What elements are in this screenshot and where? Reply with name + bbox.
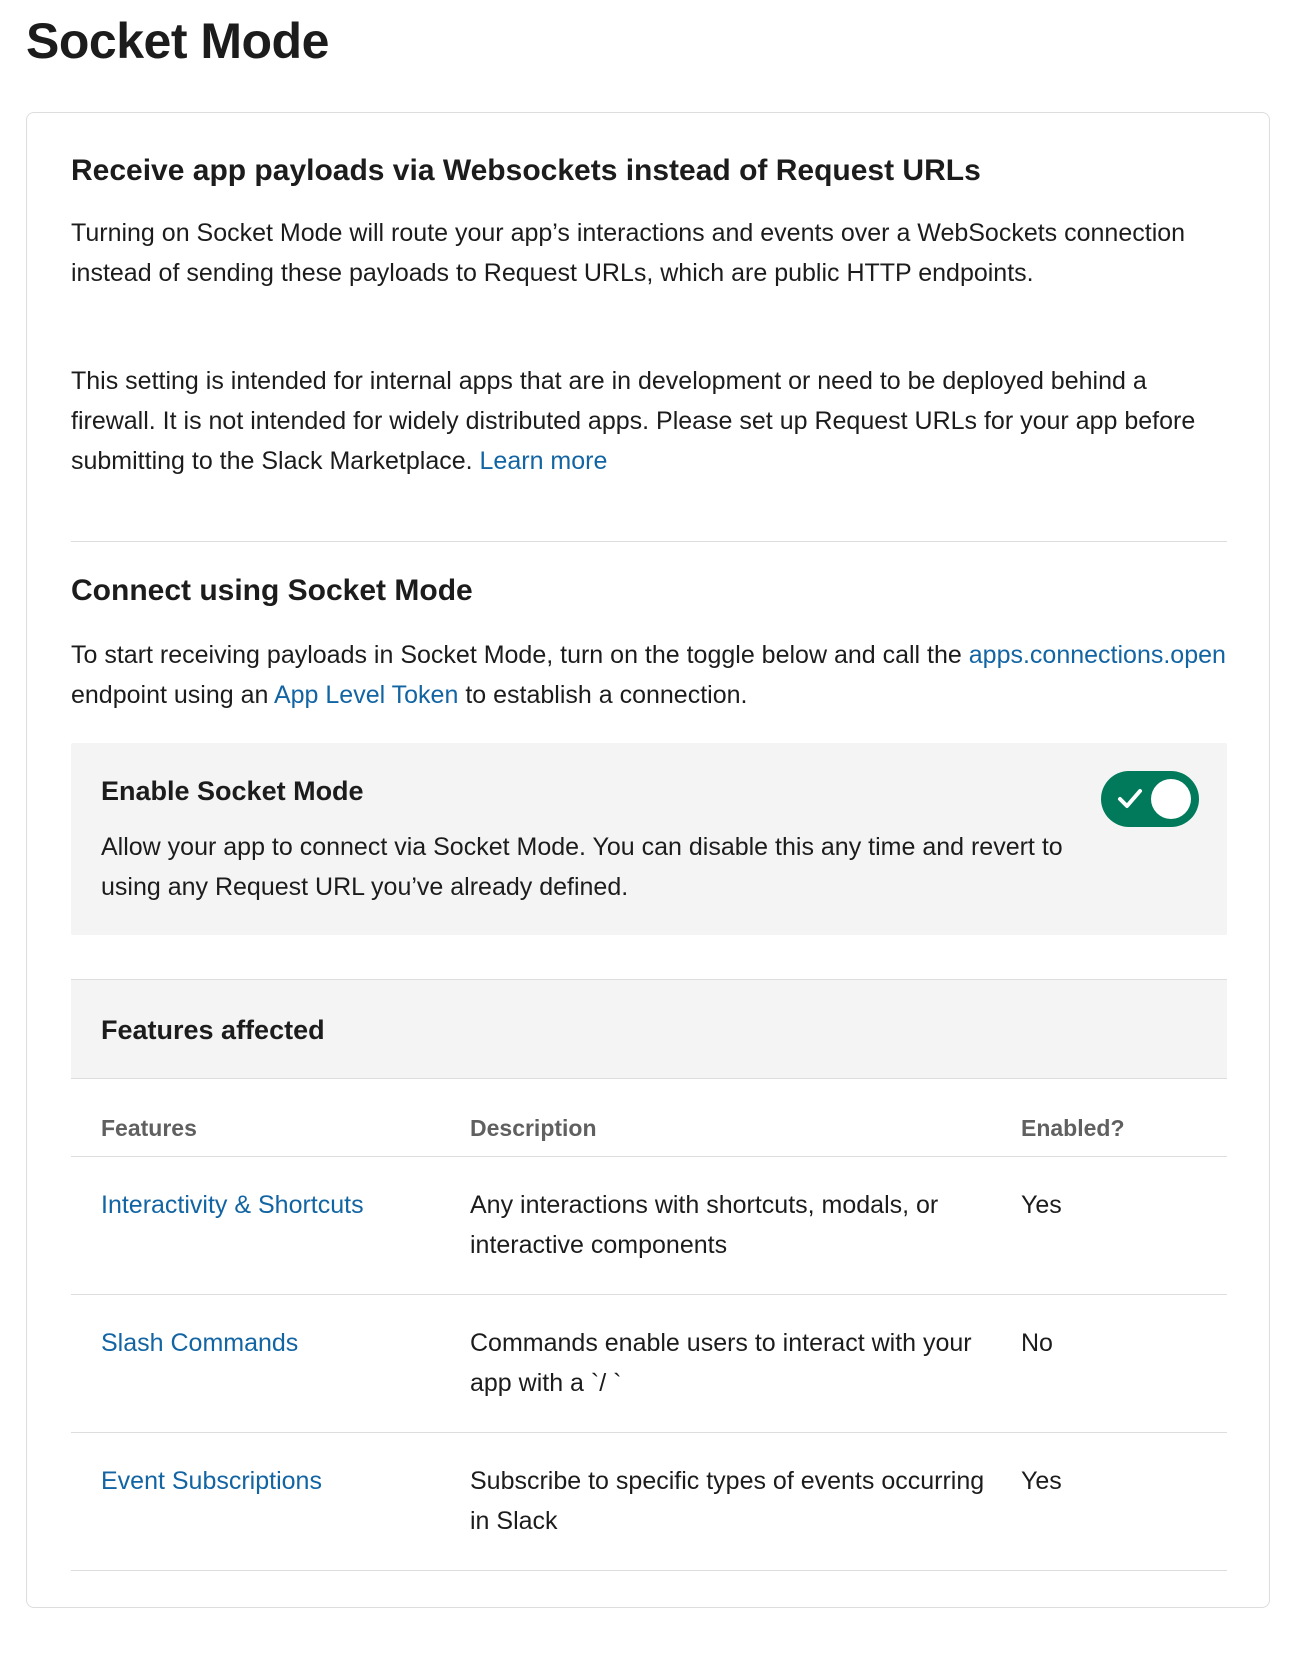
feature-link-interactivity[interactable]: Interactivity & Shortcuts [101, 1191, 364, 1219]
socket-mode-card [26, 112, 1270, 1608]
connect-text-after: to establish a connection. [465, 681, 748, 709]
feature-enabled-value: No [1021, 1329, 1053, 1357]
table-row [71, 1295, 1227, 1433]
connect-text-middle: endpoint using an [71, 681, 269, 709]
toggle-knob [1151, 779, 1191, 819]
enable-socket-mode-label: Enable Socket Mode [101, 776, 364, 806]
section-divider [71, 541, 1227, 542]
features-table-header [71, 1079, 1227, 1157]
feature-description: Commands enable users to interact with your app with a `/ ` [470, 1329, 972, 1397]
features-table [71, 1079, 1227, 1571]
column-header-features: Features [101, 1115, 197, 1141]
page-title: Socket Mode [26, 13, 329, 69]
section-title-receive-payloads: Receive app payloads via Websockets instead of Request URLs [71, 154, 981, 187]
enable-socket-mode-panel [71, 743, 1227, 935]
internal-apps-paragraph [71, 361, 1227, 481]
enable-socket-mode-toggle[interactable] [1101, 771, 1199, 827]
feature-enabled-value: Yes [1021, 1467, 1062, 1495]
internal-apps-text: This setting is intended for internal apps that are in development or need to be deployed behind a firewall. It is not intended for widely distributed apps. Please set up Request URLs for your app before submitting to the Slack Marketplace. [71, 367, 1196, 475]
section-title-connect: Connect using Socket Mode [71, 574, 473, 607]
column-header-enabled: Enabled? [1021, 1115, 1125, 1141]
socket-mode-intro-paragraph: Turning on Socket Mode will route your app’s interactions and events over a WebSockets connection instead of sending these payloads to Request URLs, which are public HTTP endpoints. [71, 219, 1186, 287]
connect-text-before: To start receiving payloads in Socket Mode, turn on the toggle below and call the [71, 641, 962, 669]
enable-socket-mode-description: Allow your app to connect via Socket Mode. You can disable this any time and revert to using any Request URL you’ve already defined. [101, 833, 1063, 901]
feature-link-event-subscriptions[interactable]: Event Subscriptions [101, 1467, 322, 1495]
learn-more-link[interactable]: Learn more [479, 447, 608, 475]
apps-connections-open-link[interactable]: apps.connections.open [968, 641, 1226, 669]
feature-description: Any interactions with shortcuts, modals, or interactive components [470, 1191, 939, 1259]
feature-description: Subscribe to specific types of events occurring in Slack [470, 1467, 985, 1535]
feature-link-slash-commands[interactable]: Slash Commands [101, 1329, 299, 1357]
features-affected-title: Features affected [101, 1015, 325, 1045]
table-row [71, 1157, 1227, 1295]
features-affected-header [71, 979, 1227, 1079]
table-row [71, 1433, 1227, 1571]
connect-instructions-paragraph [71, 635, 1227, 715]
feature-enabled-value: Yes [1021, 1191, 1062, 1219]
checkmark-icon [1115, 781, 1145, 815]
column-header-description: Description [470, 1115, 597, 1141]
app-level-token-link[interactable]: App Level Token [273, 681, 459, 709]
